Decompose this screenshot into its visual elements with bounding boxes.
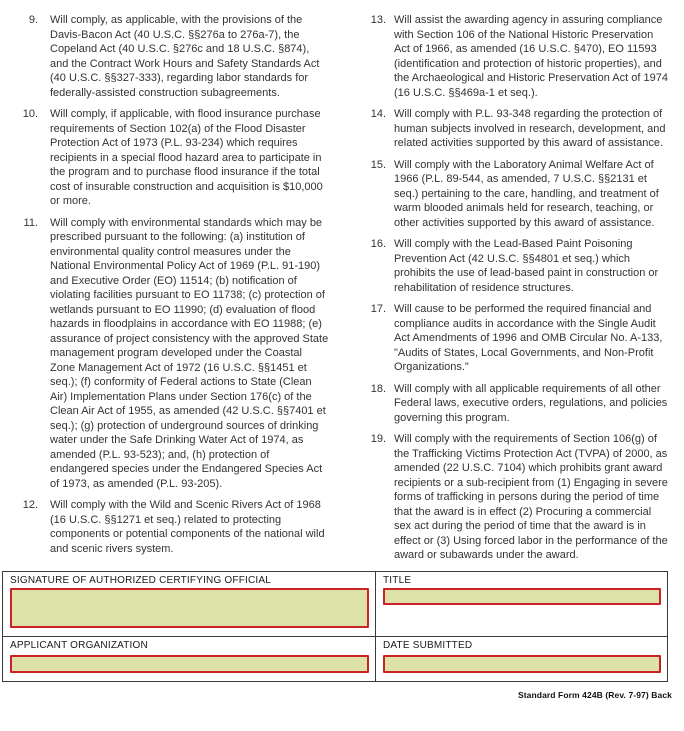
item-number: 14. bbox=[370, 108, 386, 120]
assurance-item-12 bbox=[16, 498, 342, 556]
item-number: 16. bbox=[370, 238, 386, 250]
item-text: Will comply with the Lead-Based Paint Poisoning Prevention Act (42 U.S.C. §§4801 et seq.) which prohibits the use of lead-based paint in construction or rehabilitation of residence structures. bbox=[394, 238, 659, 294]
item-text: Will comply with the Laboratory Animal Welfare Act of 1966 (P.L. 89-544, as amended, 7 U.S.C. §§2131 et seq.) pertaining to the care, handling, and treatment of warm blooded animals held for research, teaching, or other activities supported by this award of assistance. bbox=[394, 158, 659, 229]
item-text: Will assist the awarding agency in assuring compliance with Section 106 of the National Historic Preservation Act of 1966, as amended (16 U.S.C. §470), EO 11593 (identification and protection of historic properties), and the Archaeological and Historic Preservation Act of 1974 (16 U.S.C. §§469a-1 et seq.). bbox=[394, 14, 668, 99]
title-input[interactable] bbox=[383, 588, 661, 605]
organization-label: APPLICANT ORGANIZATION bbox=[10, 640, 148, 651]
item-number: 15. bbox=[370, 158, 386, 171]
form-row-organization-date bbox=[3, 637, 667, 681]
form-identifier-footer: Standard Form 424B (Rev. 7-97) Back bbox=[517, 690, 672, 700]
signature-input[interactable] bbox=[10, 588, 369, 628]
date-input[interactable] bbox=[383, 655, 661, 673]
assurance-item-11 bbox=[16, 216, 342, 492]
item-text: Will comply, if applicable, with flood insurance purchase requirements of Section 102(a) of the Flood Disaster Protection Act of 1973 (P.L. 93-234) which requires recipients in a special flood hazard area to participate in the program and to purchase flood insurance if the total cost of insurable construction and acquisition is $10,000 or more. bbox=[50, 108, 323, 207]
assurance-item-15 bbox=[368, 158, 684, 231]
assurance-item-10 bbox=[16, 107, 342, 209]
assurance-item-14 bbox=[368, 107, 684, 151]
certification-form-table bbox=[2, 571, 668, 682]
signature-label: SIGNATURE OF AUTHORIZED CERTIFYING OFFICIAL bbox=[10, 575, 272, 586]
assurance-item-19 bbox=[368, 432, 684, 563]
item-number: 11. bbox=[23, 216, 38, 229]
item-number: 17. bbox=[370, 303, 386, 315]
assurance-item-13 bbox=[368, 13, 684, 100]
item-text: Will comply with the Wild and Scenic Rivers Act of 1968 (16 U.S.C. §§1271 et seq.) related to protecting components or potential components of the national wild and scenic rivers system. bbox=[50, 499, 325, 555]
item-number: 19. bbox=[370, 433, 386, 445]
date-label: DATE SUBMITTED bbox=[383, 640, 473, 651]
organization-cell bbox=[3, 637, 376, 681]
assurance-item-18 bbox=[368, 382, 684, 426]
item-number: 9. bbox=[28, 14, 38, 26]
title-label: TITLE bbox=[383, 575, 412, 586]
organization-input[interactable] bbox=[10, 655, 369, 673]
title-cell bbox=[376, 572, 667, 636]
item-number: 12. bbox=[22, 499, 38, 511]
date-cell bbox=[376, 637, 667, 681]
assurance-item-16 bbox=[368, 237, 684, 295]
item-text: Will comply, as applicable, with the provisions of the Davis-Bacon Act (40 U.S.C. §§276a to 276a-7), the Copeland Act (40 U.S.C. §276c and 18 U.S.C. §874), and the Contract Work Hours and Safety Standards Act (40 U.S.C. §§327-333), regarding labor standards for federally-assisted construction subagreements. bbox=[50, 14, 320, 99]
form-row-signature-title bbox=[3, 572, 667, 637]
item-number: 18. bbox=[370, 382, 386, 395]
item-text: Will comply with P.L. 93-348 regarding the protection of human subjects involved in research, development, and related activities supported by this award of assistance. bbox=[394, 108, 666, 149]
item-number: 10. bbox=[22, 108, 38, 120]
left-column bbox=[0, 13, 342, 570]
item-text: Will comply with environmental standards which may be prescribed pursuant to the following: (a) institution of environmental quality control measures under the National Environmental Policy Act of 1969 (P.L. 91-190) and Executive Order (EO) 11514; (b) notification of violating facilities pursuant to EO 11738; (c) protection of wetlands pursuant to EO 11990; (d) evaluation of flood hazards in floodplains in accordance with EO 11988; (e) assurance of project consistency with the approved State management program developed under the Coastal Zone Management Act of 1972 (16 U.S.C. §§1451 et seq.); (f) conformity of Federal actions to State (Clean Air) Implementation Plans under Section 176(c) of the Clean Air Act of 1955, as amended (42 U.S.C. §§7401 et seq.); (g) protection of underground sources of drinking water under the Safe Drinking Water Act of 1974, as amended (P.L. 93-523); and, (h) protection of endangered species under the Endangered Species Act of 1973, as amended (P.L. 93-205). bbox=[50, 216, 329, 490]
assurance-item-9 bbox=[16, 13, 342, 100]
right-column bbox=[342, 13, 684, 570]
item-text: Will cause to be performed the required financial and compliance audits in accordance with the Single Audit Act Amendments of 1996 and OMB Circular No. A-133, "Audits of States, Local Governments, and Non-Profit Organizations." bbox=[394, 303, 663, 373]
assurance-item-17 bbox=[368, 302, 684, 375]
item-text: Will comply with all applicable requirements of all other Federal laws, executive orders, regulations, and policies governing this program. bbox=[394, 382, 668, 424]
item-text: Will comply with the requirements of Section 106(g) of the Trafficking Victims Protection Act (TVPA) of 2000, as amended (22 U.S.C. 7104) which prohibits grant award recipients or a sub-recipient from (1) Engaging in severe forms of trafficking in persons during the period of time that the award is in effect (2) Procuring a commercial sex act during the period of time that the award is in effect or (3) Using forced labor in the performance of the award or subawards under the award. bbox=[394, 433, 668, 561]
item-number: 13. bbox=[370, 14, 386, 26]
signature-cell bbox=[3, 572, 376, 636]
